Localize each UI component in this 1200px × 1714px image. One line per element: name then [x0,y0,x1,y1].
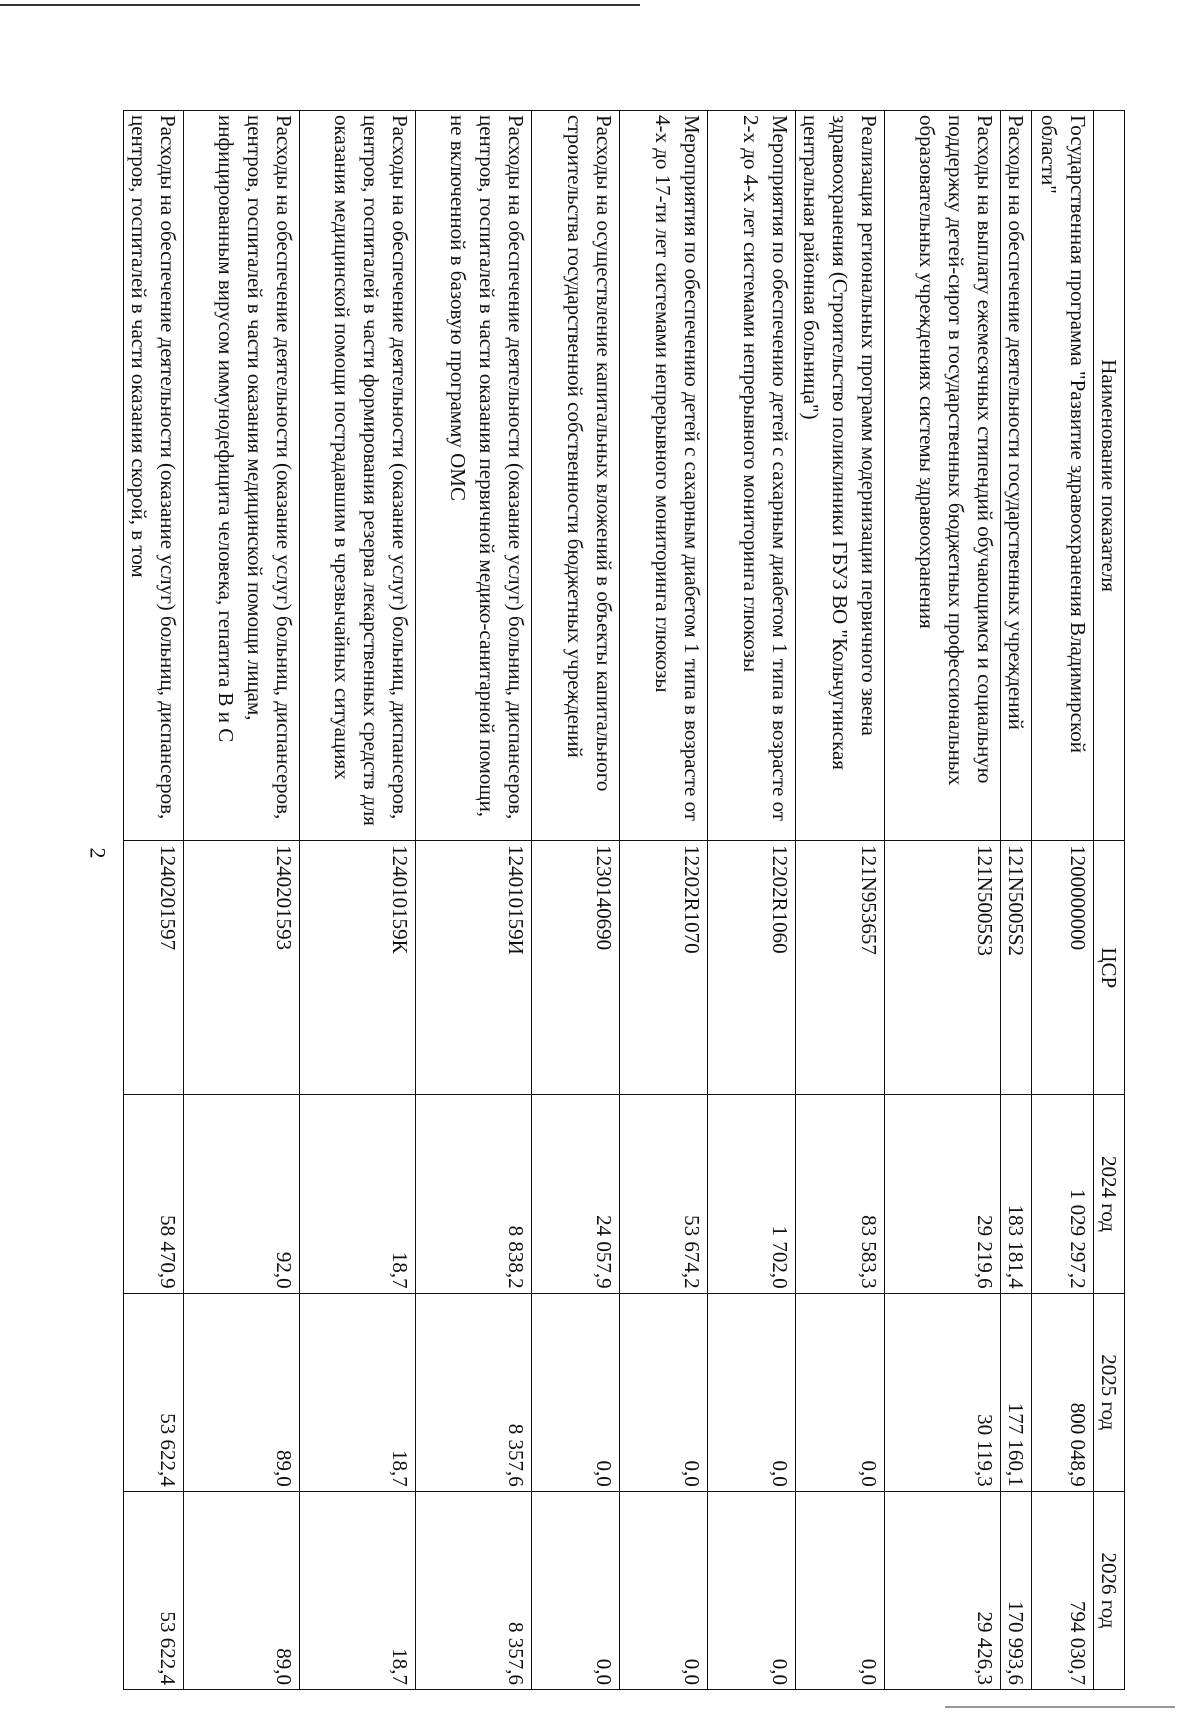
row-2024: 53 674,2 [620,1095,708,1293]
row-2025: 177 160,1 [1001,1293,1032,1491]
row-2024: 58 470,9 [124,1095,184,1293]
row-2025: 18,7 [300,1293,416,1491]
table-row [416,111,532,1690]
page-number: 2 [85,847,111,859]
row-name: Расходы на обеспечение деятельности (оказание услуг) больниц, диспансеров, центров, госпиталей в части формирования резерва лекарственных средств для оказания медицинской помощи пострадавшим в чрезвычайных ситуациях [300,111,416,841]
row-2024: 29 219,6 [885,1095,1001,1293]
row-name: Мероприятия по обеспечению детей с сахарным диабетом 1 типа в возрасте от 2-х до 4-х лет системами непрерывного мониторинга глюкозы [708,111,796,841]
row-2024: 92,0 [184,1095,300,1293]
row-2026: 0,0 [532,1491,620,1689]
row-2025: 800 048,9 [1032,1293,1094,1491]
row-csr: 12202R1060 [708,841,796,1095]
row-2026: 0,0 [620,1491,708,1689]
row-2025: 0,0 [532,1293,620,1491]
table-row [885,111,1001,1690]
row-name: Мероприятия по обеспечению детей с сахарным диабетом 1 типа в возрасте от 4-х до 17-ти лет системами непрерывного мониторинга глюкозы [620,111,708,841]
row-2024: 18,7 [300,1095,416,1293]
row-name: Расходы на выплату ежемесячных стипендий обучающимся и социальную поддержку детей-сирот в государственных бюджетных профессиональных образовательных учреждениях системы здравоохранения [885,111,1001,841]
header-name: Наименование показателя [1094,111,1125,841]
table-row [796,111,885,1690]
row-2024: 8 838,2 [416,1095,532,1293]
header-csr: ЦСР [1094,841,1125,1095]
row-csr: 1230140690 [532,841,620,1095]
row-csr: 121N953657 [796,841,885,1095]
row-name: Государственная программа "Развитие здравоохранения Владимирской области" [1032,111,1094,841]
row-csr: 121N5005S3 [885,841,1001,1095]
row-2025: 0,0 [620,1293,708,1491]
row-name: Расходы на обеспечение деятельности государственных учреждений [1001,111,1032,841]
top-scan-rule [0,4,640,6]
table-row [532,111,620,1690]
row-2026: 170 993,6 [1001,1491,1032,1689]
budget-table [123,110,1125,1690]
row-2025: 0,0 [796,1293,885,1491]
table-row [124,111,184,1690]
row-2026: 29 426,3 [885,1491,1001,1689]
row-2026: 53 622,4 [124,1491,184,1689]
row-name: Расходы на осуществление капитальных вложений в объекты капитального строительства государственной собственности бюджетных учреждений [532,111,620,841]
row-2024: 83 583,3 [796,1095,885,1293]
row-name: Расходы на обеспечение деятельности (оказание услуг) больниц, диспансеров, центров, госпиталей в части оказания скорой, в том [124,111,184,841]
row-2025: 8 357,6 [416,1293,532,1491]
row-csr: 12202R1070 [620,841,708,1095]
row-2024: 1 029 297,2 [1032,1095,1094,1293]
header-2025: 2025 год [1094,1293,1125,1491]
table-header-row [1094,111,1125,1690]
row-csr: 121N5005S2 [1001,841,1032,1095]
row-2025: 53 622,4 [124,1293,184,1491]
table-row [300,111,416,1690]
row-csr: 124010159К [300,841,416,1095]
table-row [1001,111,1032,1690]
row-csr: 124010159И [416,841,532,1095]
row-csr: 1200000000 [1032,841,1094,1095]
row-2025: 30 119,3 [885,1293,1001,1491]
row-csr: 1240201593 [184,841,300,1095]
row-csr: 1240201597 [124,841,184,1095]
row-2026: 794 030,7 [1032,1491,1094,1689]
row-2026: 18,7 [300,1491,416,1689]
row-2026: 0,0 [796,1491,885,1689]
header-2024: 2024 год [1094,1095,1125,1293]
table-row [620,111,708,1690]
row-name: Реализация региональных программ модернизации первичного звена здравоохранения (Строительство поликлиники ГБУЗ ВО "Кольчугинская центральная районная больница") [796,111,885,841]
row-2024: 183 181,4 [1001,1095,1032,1293]
table-row [184,111,300,1690]
row-2026: 89,0 [184,1491,300,1689]
row-2026: 0,0 [708,1491,796,1689]
row-2025: 0,0 [708,1293,796,1491]
table-row [1032,111,1094,1690]
table-row [708,111,796,1690]
row-2025: 89,0 [184,1293,300,1491]
row-2024: 24 057,9 [532,1095,620,1293]
header-2026: 2026 год [1094,1491,1125,1689]
row-name: Расходы на обеспечение деятельности (оказание услуг) больниц, диспансеров, центров, госпиталей в части оказания первичной медико-санитарной помощи, не включенной в базовую программу ОМС [416,111,532,841]
row-name: Расходы на обеспечение деятельности (оказание услуг) больниц, диспансеров, центров, госпиталей в части оказания медицинской помощи лицам, инфицированным вирусом иммунодефицита человека, гепатита В и С [184,111,300,841]
row-2026: 8 357,6 [416,1491,532,1689]
row-2024: 1 702,0 [708,1095,796,1293]
rotated-table-container [127,110,1125,1690]
bottom-scan-rule [945,1706,1175,1708]
